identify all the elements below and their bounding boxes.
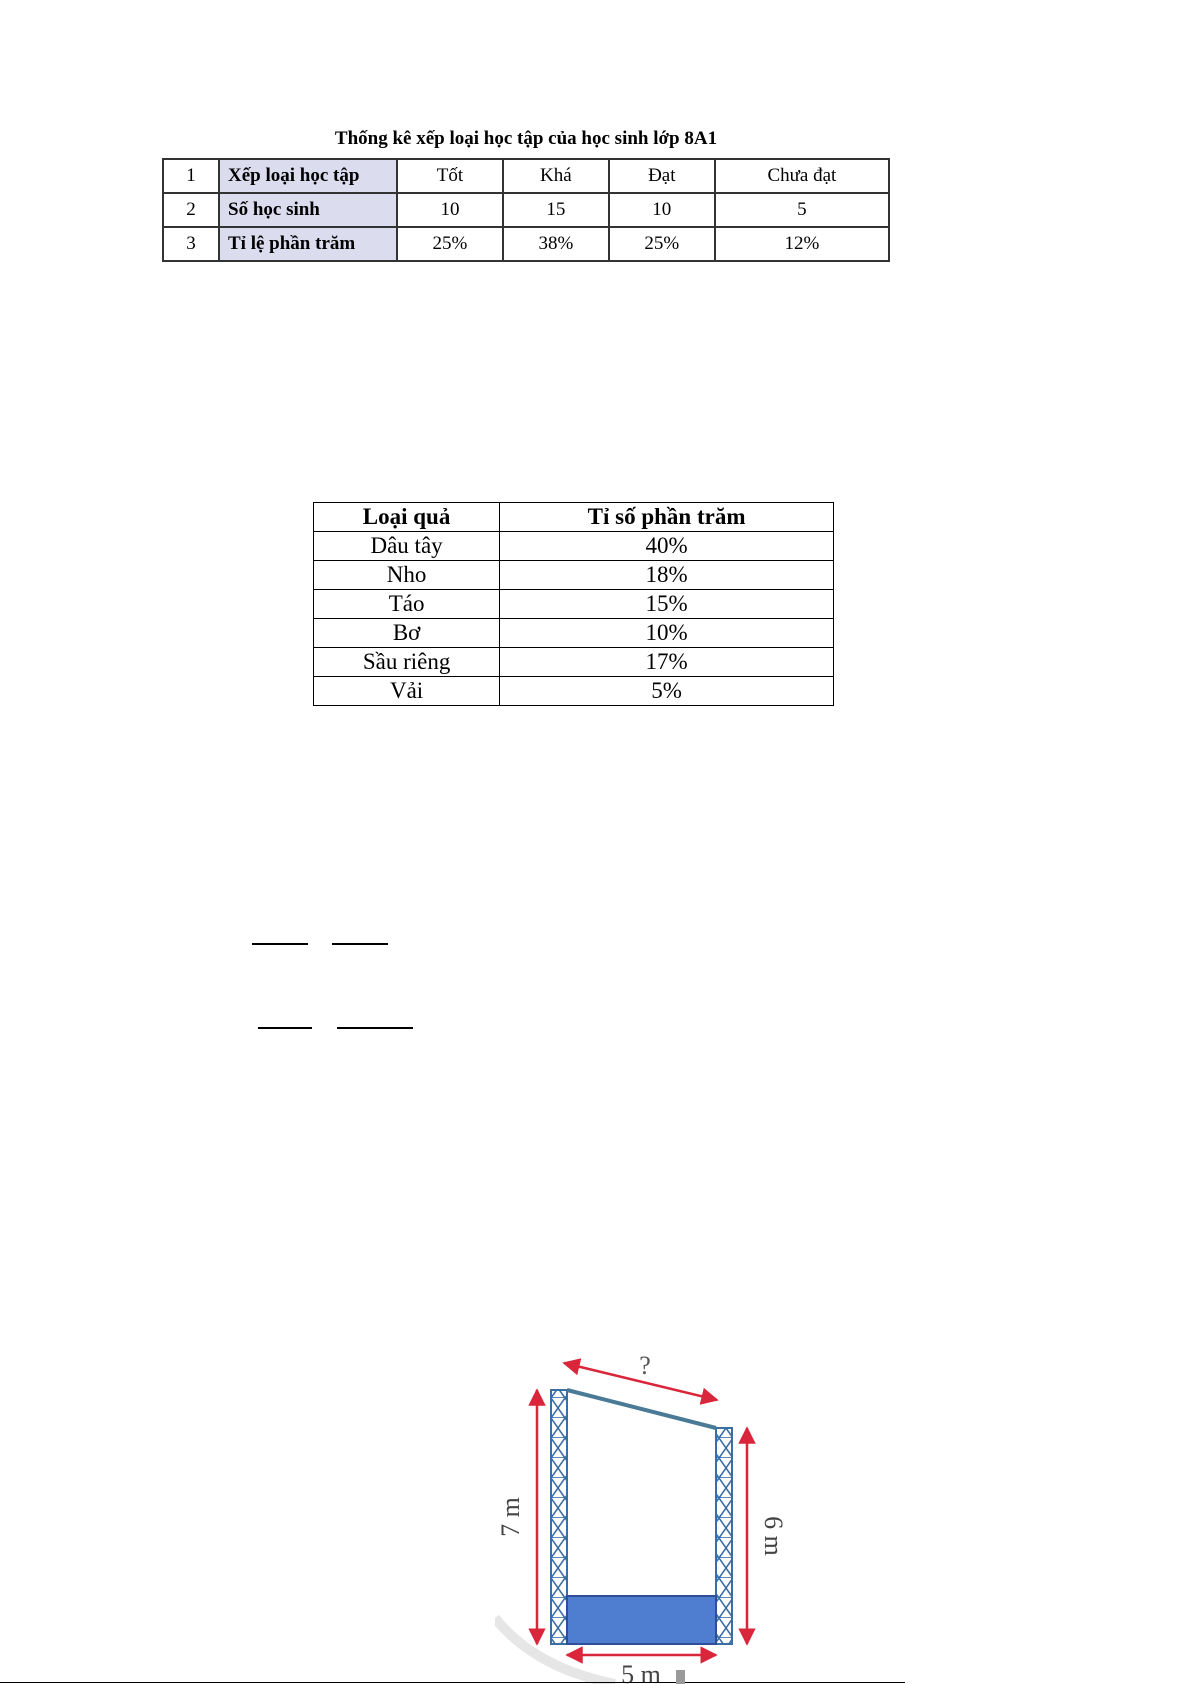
left-truss-column [551, 1390, 567, 1644]
table1-caption: Thống kê xếp loại học tập của học sinh lớp 8A1 [334, 128, 718, 149]
fruit-name: Dâu tây [314, 532, 500, 561]
fraction-bar [252, 943, 308, 945]
row-number: 1 [163, 159, 219, 193]
row-number: 3 [163, 227, 219, 261]
fruit-percent: 5% [500, 677, 834, 706]
table-row [314, 561, 834, 590]
right-truss-column [716, 1428, 732, 1644]
table-row [163, 159, 889, 193]
fruit-name: Vải [314, 677, 500, 706]
table-row [314, 532, 834, 561]
table-cell: 5 [715, 193, 889, 227]
column-header: Tỉ số phần trăm [500, 503, 834, 532]
table-cell: 25% [397, 227, 503, 261]
table-loai-qua [313, 502, 834, 706]
table-cell: 15 [503, 193, 609, 227]
fruit-percent: 40% [500, 532, 834, 561]
fruit-name: Sầu riêng [314, 648, 500, 677]
table-row [314, 677, 834, 706]
fruit-percent: 10% [500, 619, 834, 648]
fraction-bar [337, 1027, 413, 1029]
row-number: 2 [163, 193, 219, 227]
fraction-bar [332, 943, 388, 945]
table-row [163, 193, 889, 227]
scroll-marker [676, 1670, 685, 1684]
row-header: Xếp loại học tập [219, 159, 397, 193]
table-row [314, 619, 834, 648]
table-cell: Chưa đạt [715, 159, 889, 193]
table-header-row [314, 503, 834, 532]
roof-figure [495, 1318, 795, 1684]
base-block [567, 1596, 716, 1644]
bottom-width-label: 5 m [621, 1660, 661, 1684]
left-height-label: 7 m [496, 1497, 525, 1537]
unknown-label: ? [639, 1351, 651, 1380]
table-row [163, 227, 889, 261]
fruit-percent: 18% [500, 561, 834, 590]
table-cell: Đạt [609, 159, 715, 193]
table-hoc-luc [162, 158, 890, 262]
fruit-name: Táo [314, 590, 500, 619]
table-cell: Tốt [397, 159, 503, 193]
fruit-percent: 15% [500, 590, 834, 619]
roof-line [567, 1390, 716, 1428]
fraction-bar [258, 1027, 312, 1029]
fruit-percent: 17% [500, 648, 834, 677]
right-height-label: 6 m [759, 1516, 788, 1556]
table-cell: 10 [397, 193, 503, 227]
table-row [314, 648, 834, 677]
table-row [314, 590, 834, 619]
table-cell: 25% [609, 227, 715, 261]
table-cell: 10 [609, 193, 715, 227]
fruit-name: Bơ [314, 619, 500, 648]
table-cell: 12% [715, 227, 889, 261]
table-cell: Khá [503, 159, 609, 193]
row-header: Số học sinh [219, 193, 397, 227]
footer-divider [0, 1682, 905, 1683]
column-header: Loại quả [314, 503, 500, 532]
table-cell: 38% [503, 227, 609, 261]
fruit-name: Nho [314, 561, 500, 590]
row-header: Tỉ lệ phần trăm [219, 227, 397, 261]
